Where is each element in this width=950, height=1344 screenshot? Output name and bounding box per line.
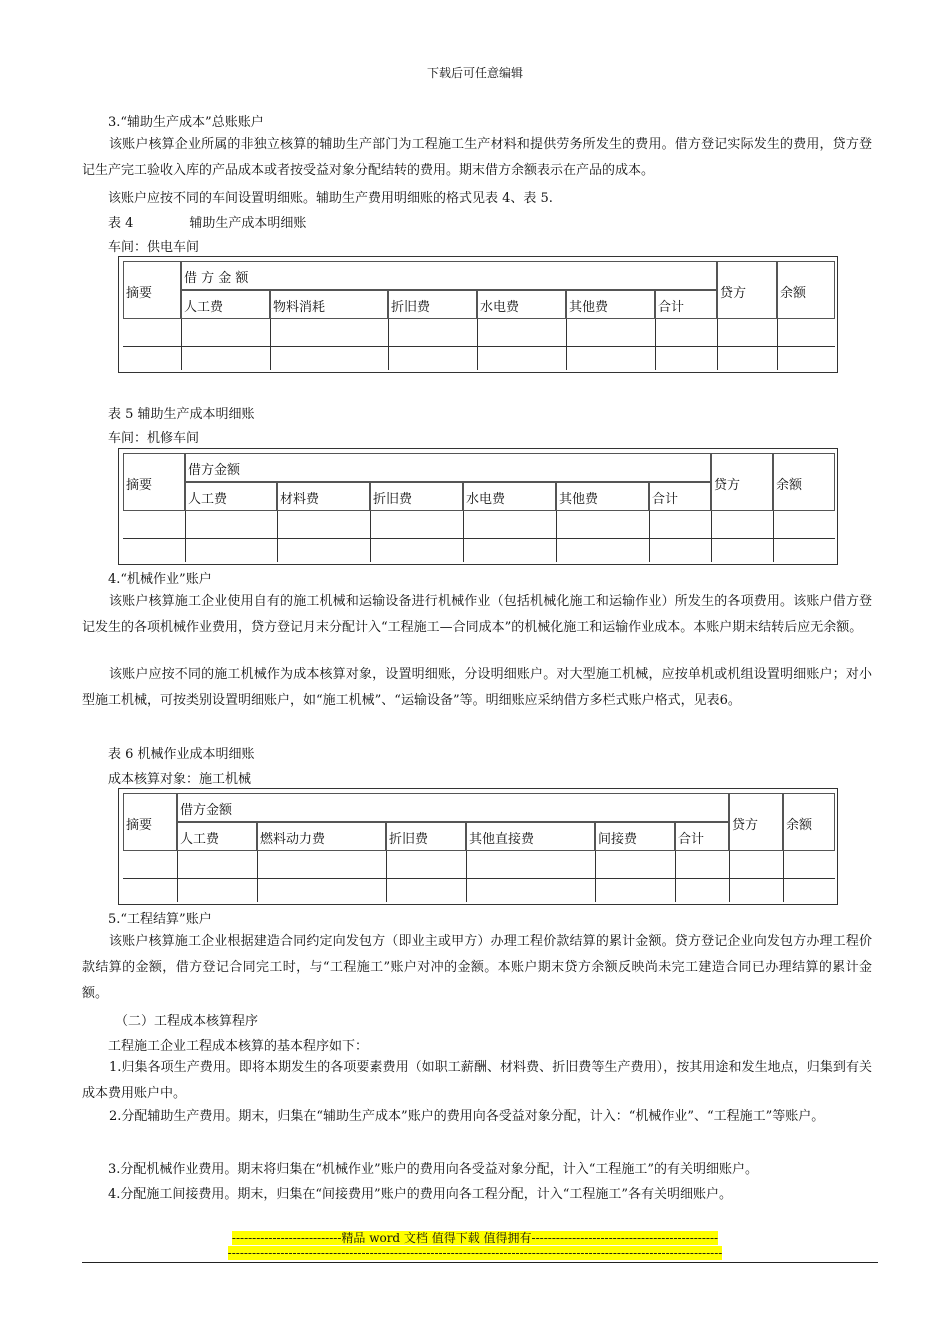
- table-6-col-divider: [595, 851, 596, 902]
- table-5-col-materials: [277, 482, 370, 511]
- table-4-col-depreciation-label: 折旧费: [391, 300, 431, 315]
- table-4-balance-header: [777, 261, 835, 319]
- procedure-title: （二）工程成本核算程序: [115, 1014, 259, 1029]
- section-4-paragraph-2: 该账户应按不同的施工机械作为成本核算对象，设置明细账，分设明细账户。对大型施工机械，应按单机或机组设置明细账户；对小型施工机械，可按类别设置明细账户，如“施工机械”、“运输设备”等。明细账应采纳借方多栏式账户格式，见表6。: [82, 667, 872, 708]
- table-6-col-total: [675, 822, 729, 851]
- table-6-summary-header: [123, 793, 177, 851]
- table-5-col-utilities: [463, 482, 556, 511]
- procedure-intro: 工程施工企业工程成本核算的基本程序如下：: [108, 1039, 369, 1054]
- table-5-col-depreciation: [370, 482, 463, 511]
- procedure-step-4: 4.分配施工间接费用。期末，归集在“间接费用”账户的费用向各工程分配，计入“工程施工”各有关明细账户。: [108, 1187, 732, 1202]
- table-6-col-other-direct: [466, 822, 595, 851]
- table-4-col-total-label: 合计: [658, 300, 685, 315]
- table-4-col-divider: [566, 319, 567, 370]
- procedure-step-2: 2.分配辅助生产费用。期末，归集在“辅助生产成本”账户的费用向各受益对象分配，计入：“机械作业”、“工程施工”等账户。: [109, 1109, 825, 1124]
- table-4-col-depreciation: [388, 290, 477, 319]
- table-5-col-depreciation-label: 折旧费: [373, 492, 413, 507]
- section-5-paragraph-1: 该账户核算施工企业根据建造合同约定向发包方（即业主或甲方）办理工程价款结算的累计金额。贷方登记企业向发包方办理工程价款结算的金额，借方登记合同完工时，与“工程施工”账户对冲的金额。本账户期末贷方余额反映尚未完工建造合同已办理结算的累计金额。: [82, 934, 872, 1001]
- table-5-col-divider: [773, 511, 774, 562]
- table-6-col-divider: [729, 851, 730, 902]
- table-4-caption: [108, 212, 306, 231]
- table-5-summary-header: [123, 453, 185, 511]
- table-4-col-utilities: [477, 290, 566, 319]
- table-4-col-divider: [655, 319, 656, 370]
- table-4-col-utilities-label: 水电费: [480, 300, 520, 315]
- table-4-caption-number: 表 4: [108, 216, 134, 231]
- footer-banner-line-2: [0, 1246, 950, 1261]
- table-4-caption-title: 辅助生产成本明细账: [189, 216, 307, 231]
- table-6-col-labor-label: 人工费: [180, 832, 220, 847]
- table-6-summary-label: 摘要: [126, 818, 153, 833]
- table-4-debit-label: 借 方 金 额: [184, 271, 249, 286]
- page-header-note: 下载后可任意编辑: [426, 66, 523, 80]
- table-5-debit-header: [185, 453, 711, 482]
- table-4-col-other-label: 其他费: [569, 300, 609, 315]
- table-4-debit-header: [181, 261, 717, 290]
- table-6-col-fuel-power: [257, 822, 386, 851]
- table-6-balance-label: 余额: [786, 818, 813, 833]
- table-6-credit-header: [729, 793, 783, 851]
- footer-banner-text-1: ---------------------------精品 word 文档 值得下载 值得拥有----------------------------------------------: [231, 1231, 719, 1245]
- table-4: [118, 256, 838, 373]
- table-4-summary-label: 摘要: [126, 286, 153, 301]
- table-4-workshop: 车间：供电车间: [108, 240, 200, 255]
- table-4-col-materials-label: 物料消耗: [273, 300, 326, 315]
- table-5-col-labor: [185, 482, 277, 511]
- table-5-col-other-label: 其他费: [559, 492, 599, 507]
- table-5-col-utilities-label: 水电费: [466, 492, 506, 507]
- table-6-col-other-direct-label: 其他直接费: [469, 832, 535, 847]
- table-4-col-divider: [717, 319, 718, 370]
- table-5-col-divider: [370, 511, 371, 562]
- section-3-title: 3.“辅助生产成本”总账账户: [108, 115, 264, 130]
- table-5-col-total-label: 合计: [652, 492, 679, 507]
- table-5-col-divider: [649, 511, 650, 562]
- table-6-col-total-label: 合计: [678, 832, 705, 847]
- footer-banner-line-1: [0, 1231, 950, 1246]
- table-5-col-divider: [185, 511, 186, 562]
- table-6-col-labor: [177, 822, 257, 851]
- table-6-col-depreciation-label: 折旧费: [389, 832, 429, 847]
- section-3-paragraph-2: 该账户应按不同的车间设置明细账。辅助生产费用明细账的格式见表 4、表 5.: [108, 191, 553, 206]
- table-4-credit-label: 贷方: [720, 286, 747, 301]
- table-5-col-labor-label: 人工费: [188, 492, 228, 507]
- table-4-col-divider: [181, 319, 182, 370]
- table-4-col-total: [655, 290, 717, 319]
- section-5-title: 5.“工程结算”账户: [108, 912, 212, 927]
- table-5-col-divider: [556, 511, 557, 562]
- table-5-col-divider: [711, 511, 712, 562]
- table-6-debit-label: 借方金额: [180, 803, 233, 818]
- table-4-col-materials: [270, 290, 388, 319]
- table-4-col-divider: [777, 319, 778, 370]
- section-4-title: 4.“机械作业”账户: [108, 572, 212, 587]
- section-4-paragraph-1: 该账户核算施工企业使用自有的施工机械和运输设备进行机械作业（包括机械化施工和运输作业）所发生的各项费用。该账户借方登记发生的各项机械作业费用，贷方登记月末分配计入“工程施工—合同成本”的机械化施工和运输作业成本。本账户期末结转后应无余额。: [82, 594, 872, 635]
- table-6-col-divider: [466, 851, 467, 902]
- table-5: [118, 448, 838, 565]
- table-5-credit-header: [711, 453, 773, 511]
- table-6: [118, 788, 838, 905]
- table-5-col-other: [556, 482, 649, 511]
- table-6-col-divider: [675, 851, 676, 902]
- table-6-col-divider: [177, 851, 178, 902]
- table-4-col-other: [566, 290, 655, 319]
- table-6-object: 成本核算对象：施工机械: [108, 772, 252, 787]
- table-6-col-indirect-label: 间接费: [598, 832, 638, 847]
- table-5-caption: 表 5 辅助生产成本明细账: [108, 407, 255, 422]
- table-6-col-indirect: [595, 822, 675, 851]
- table-6-col-depreciation: [386, 822, 466, 851]
- table-6-debit-header: [177, 793, 729, 822]
- procedure-step-3: 3.分配机械作业费用。期末将归集在“机械作业”账户的费用向各受益对象分配，计入“工程施工”的有关明细账户。: [108, 1162, 758, 1177]
- table-6-col-divider: [386, 851, 387, 902]
- table-4-col-labor-label: 人工费: [184, 300, 224, 315]
- table-4-summary-header: [123, 261, 181, 319]
- table-5-col-divider: [277, 511, 278, 562]
- table-5-balance-label: 余额: [776, 478, 803, 493]
- section-3-paragraph-1: 该账户核算企业所属的非独立核算的辅助生产部门为工程施工生产材料和提供劳务所发生的费用。借方登记实际发生的费用，贷方登记生产完工验收入库的产品成本或者按受益对象分配结转的费用。期末借方余额表示在产品的成本。: [82, 137, 872, 178]
- table-6-col-divider: [257, 851, 258, 902]
- table-5-credit-label: 贷方: [714, 478, 741, 493]
- footer-rule: [82, 1262, 878, 1263]
- table-4-col-divider: [477, 319, 478, 370]
- table-5-col-materials-label: 材料费: [280, 492, 320, 507]
- table-5-debit-label: 借方金额: [188, 463, 241, 478]
- table-4-col-divider: [388, 319, 389, 370]
- table-4-col-labor: [181, 290, 270, 319]
- table-4-row-divider: [123, 346, 835, 347]
- table-6-caption: 表 6 机械作业成本明细账: [108, 747, 255, 762]
- table-5-summary-label: 摘要: [126, 478, 153, 493]
- table-6-balance-header: [783, 793, 835, 851]
- table-5-workshop: 车间：机修车间: [108, 431, 200, 446]
- table-6-col-divider: [783, 851, 784, 902]
- table-5-col-divider: [463, 511, 464, 562]
- table-6-col-fuel-power-label: 燃料动力费: [260, 832, 326, 847]
- table-6-credit-label: 贷方: [732, 818, 759, 833]
- table-4-balance-label: 余额: [780, 286, 807, 301]
- procedure-step-1: 1.归集各项生产费用。即将本期发生的各项要素费用（如职工薪酬、材料费、折旧费等生产费用），按其用途和发生地点，归集到有关成本费用账户中。: [82, 1060, 872, 1101]
- table-4-col-divider: [270, 319, 271, 370]
- footer-banner-text-2: --------------------------------------------------------------------------------------------------------------------------: [227, 1246, 723, 1260]
- table-5-row-divider: [123, 538, 835, 539]
- table-5-col-total: [649, 482, 711, 511]
- table-4-credit-header: [717, 261, 777, 319]
- table-5-balance-header: [773, 453, 835, 511]
